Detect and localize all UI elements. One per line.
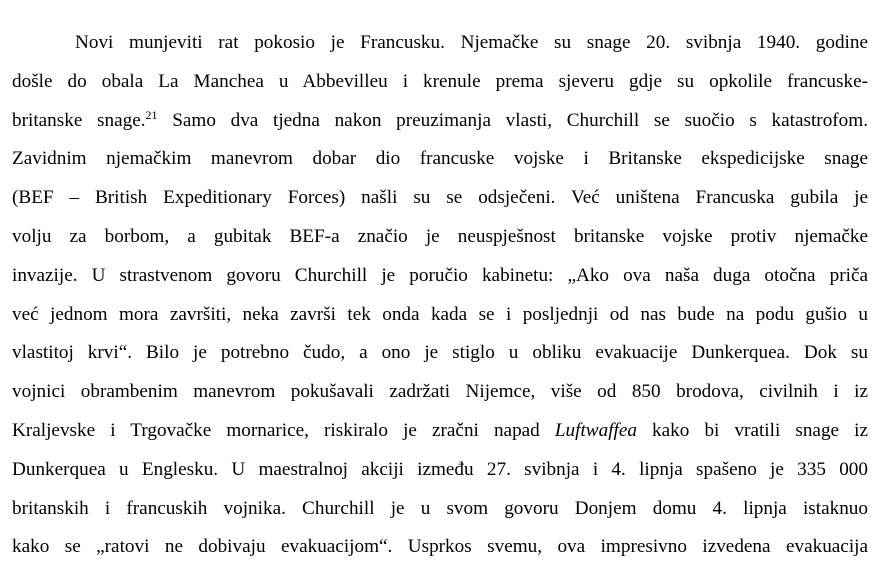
- line-text: kako se „ratovi ne dobivaju evakuacijom“. Usprkos svemu, ova impresivno izvedena evakuacija: [12, 536, 868, 558]
- line-text: već jednom mora završiti, neka završi tek onda kada se i posljednji od nas bude na podu gušio u: [12, 303, 868, 325]
- line-text: (BEF – British Expeditionary Forces) našli su se odsječeni. Već uništena Francuska gubila je: [12, 187, 868, 209]
- paragraph-line: [12, 373, 868, 412]
- italic-term: Luftwaffea: [554, 419, 637, 441]
- paragraph-line: [12, 24, 868, 63]
- line-text: britanskih i francuskih vojnika. Churchill je u svom govoru Donjem domu 4. lipnja istaknuo: [12, 497, 868, 519]
- line-text: Zavidnim njemačkim manevrom dobar dio francuske vojske i Britanske ekspedicijske snage: [12, 148, 868, 170]
- paragraph-line: [12, 179, 868, 218]
- line-text: Novi munjeviti rat pokosio je Francusku. Njemačke su snage 20. svibnja 1940. godine: [75, 32, 868, 53]
- paragraph-line: [12, 63, 868, 102]
- paragraph-line: [12, 412, 868, 451]
- line-text: Dunkerquea u Englesku. U maestralnoj akciji između 27. svibnja i 4. lipnja spašeno je 335 000: [12, 458, 868, 480]
- footnote-marker[interactable]: 21: [145, 107, 158, 122]
- paragraph-line: [12, 218, 868, 257]
- paragraph-line: [12, 140, 868, 179]
- line-text: vlastitoj krvi“. Bilo je potrebno čudo, a ono je stiglo u obliku evakuacije Dunkerquea. Dok su: [12, 342, 868, 364]
- line-text: kako bi vratili snage iz: [636, 419, 868, 441]
- paragraph-line: [12, 257, 868, 296]
- line-text: vojnici obrambenim manevrom pokušavali zadržati Nijemce, više od 850 brodova, civilnih i iz: [12, 381, 868, 403]
- paragraph-line: [12, 102, 868, 141]
- paragraph-line: [12, 528, 868, 567]
- line-text: Kraljevske i Trgovačke mornarice, riskiralo je zračni napad: [12, 419, 555, 441]
- line-text: britanske snage.: [12, 109, 146, 131]
- line-text: invazije. U strastvenom govoru Churchill je poručio kabinetu: „Ako ova naša duga otočna priča: [12, 264, 868, 286]
- paragraph-line: [12, 296, 868, 335]
- paragraph-line: [12, 490, 868, 529]
- document-page: [12, 24, 868, 567]
- line-text: volju za borbom, a gubitak BEF-a značio je neuspješnost britanske vojske protiv njemačke: [12, 225, 868, 247]
- line-text: došle do obala La Manchea u Abbevilleu i krenule prema sjeveru gdje su opkolile francuske-: [12, 70, 868, 92]
- paragraph-line: [12, 451, 868, 490]
- paragraph-line: [12, 334, 868, 373]
- line-text: Samo dva tjedna nakon preuzimanja vlasti, Churchill se suočio s katastrofom.: [157, 109, 868, 131]
